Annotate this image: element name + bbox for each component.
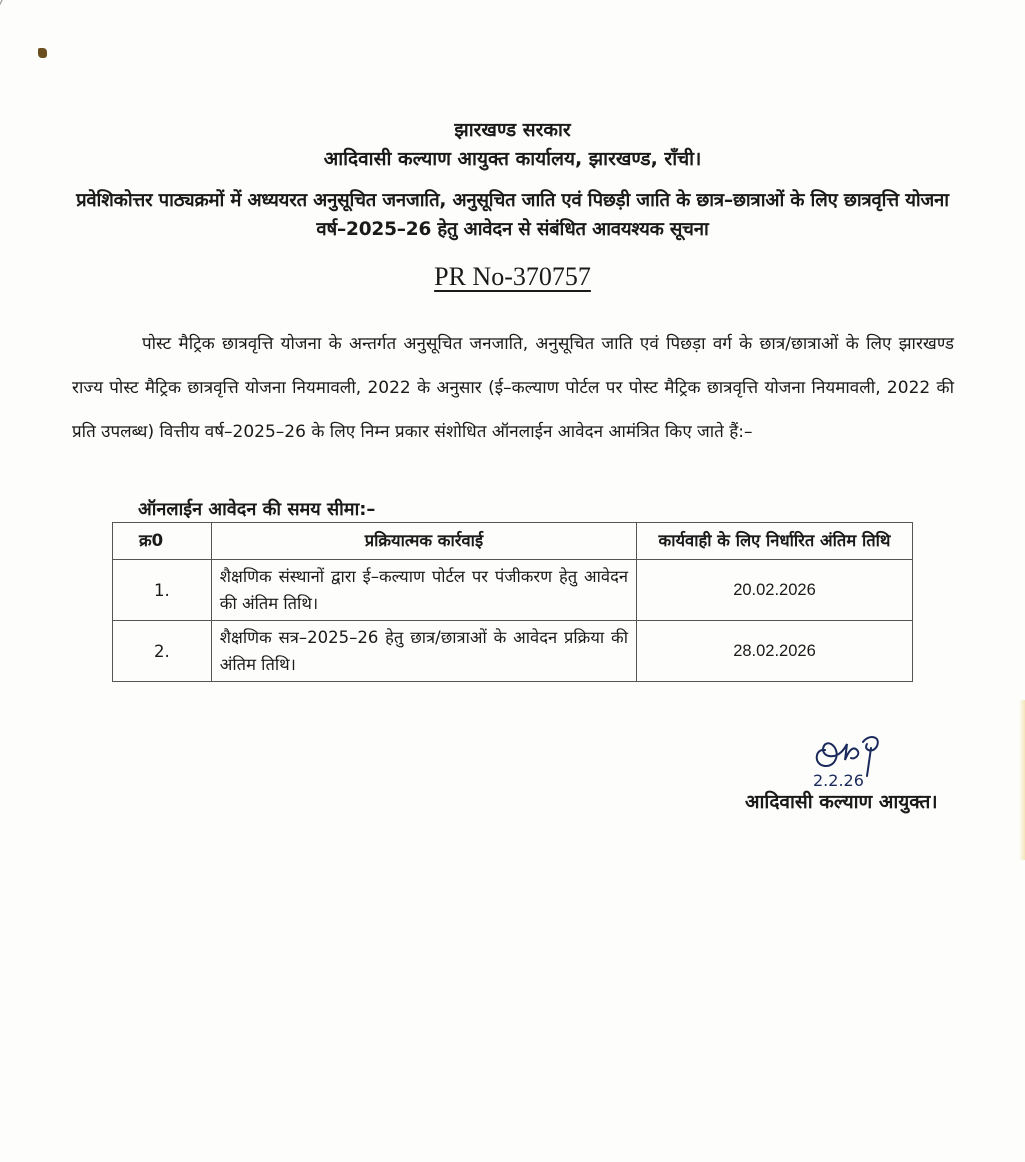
pr-number: [0, 262, 1025, 292]
table-row: [113, 560, 913, 621]
row-action: शैक्षणिक सत्र–2025–26 हेतु छात्र/छात्राओं के आवेदन प्रक्रिया की अंतिम तिथि।: [211, 621, 636, 682]
table-row: [113, 621, 913, 682]
table-header-row: [113, 523, 913, 560]
scan-edge-line: [0, 0, 7, 18]
row-serial: 1.: [113, 560, 212, 621]
header-date: कार्यवाही के लिए निर्धारित अंतिम तिथि: [636, 523, 912, 560]
scan-edge-shade: [1019, 700, 1025, 860]
office-heading: आदिवासी कल्याण आयुक्त कार्यालय, झारखण्ड, राँची।: [323, 148, 702, 170]
schedule-table: [112, 522, 913, 682]
row-action: शैक्षणिक संस्थानों द्वारा ई–कल्याण पोर्टल पर पंजीकरण हेतु आवेदन की अंतिम तिथि।: [211, 560, 636, 621]
signature-date: 2.2.26: [813, 771, 864, 790]
scan-speck: [38, 48, 47, 58]
row-serial: 2.: [113, 621, 212, 682]
deadline-heading: ऑनलाईन आवेदन की समय सीमा:–: [138, 499, 376, 520]
row-date: 28.02.2026: [636, 621, 912, 682]
subject-heading: प्रवेशिकोत्तर पाठ्यक्रमों में अध्ययरत अनुसूचित जनजाति, अनुसूचित जाति एवं पिछड़ी जाति के छात्र–छात्राओं के लिए छात्रवृत्ति योजना वर्ष–2025–26 हेतु आवेदन से संबंधित आवयश्यक सूचना: [76, 190, 949, 240]
header-serial: क्र0: [113, 523, 212, 560]
header-action: प्रक्रियात्मक कार्रवाई: [211, 523, 636, 560]
pr-number-text: PR No-370757: [434, 262, 591, 291]
signatory-title: आदिवासी कल्याण आयुक्त।: [745, 791, 938, 813]
government-heading: झारखण्ड सरकार: [454, 119, 571, 141]
row-date: 20.02.2026: [636, 560, 912, 621]
body-paragraph: पोस्ट मैट्रिक छात्रवृत्ति योजना के अन्तर्गत अनुसूचित जनजाति, अनुसूचित जाति एवं पिछड़ा वर्ग के छात्र/छात्राओं के लिए झारखण्ड राज्य पोस्ट मैट्रिक छात्रवृत्ति योजना नियमावली, 2022 के अनुसार (ई–कल्याण पोर्टल पर पोस्ट मैट्रिक छात्रवृत्ति योजना नियमावली, 2022 की प्रति उपलब्ध) वित्तीय वर्ष–2025–26 के लिए निम्न प्रकार संशोधित ऑनलाईन आवेदन आमंत्रित किए जाते हैं:–: [72, 334, 954, 442]
